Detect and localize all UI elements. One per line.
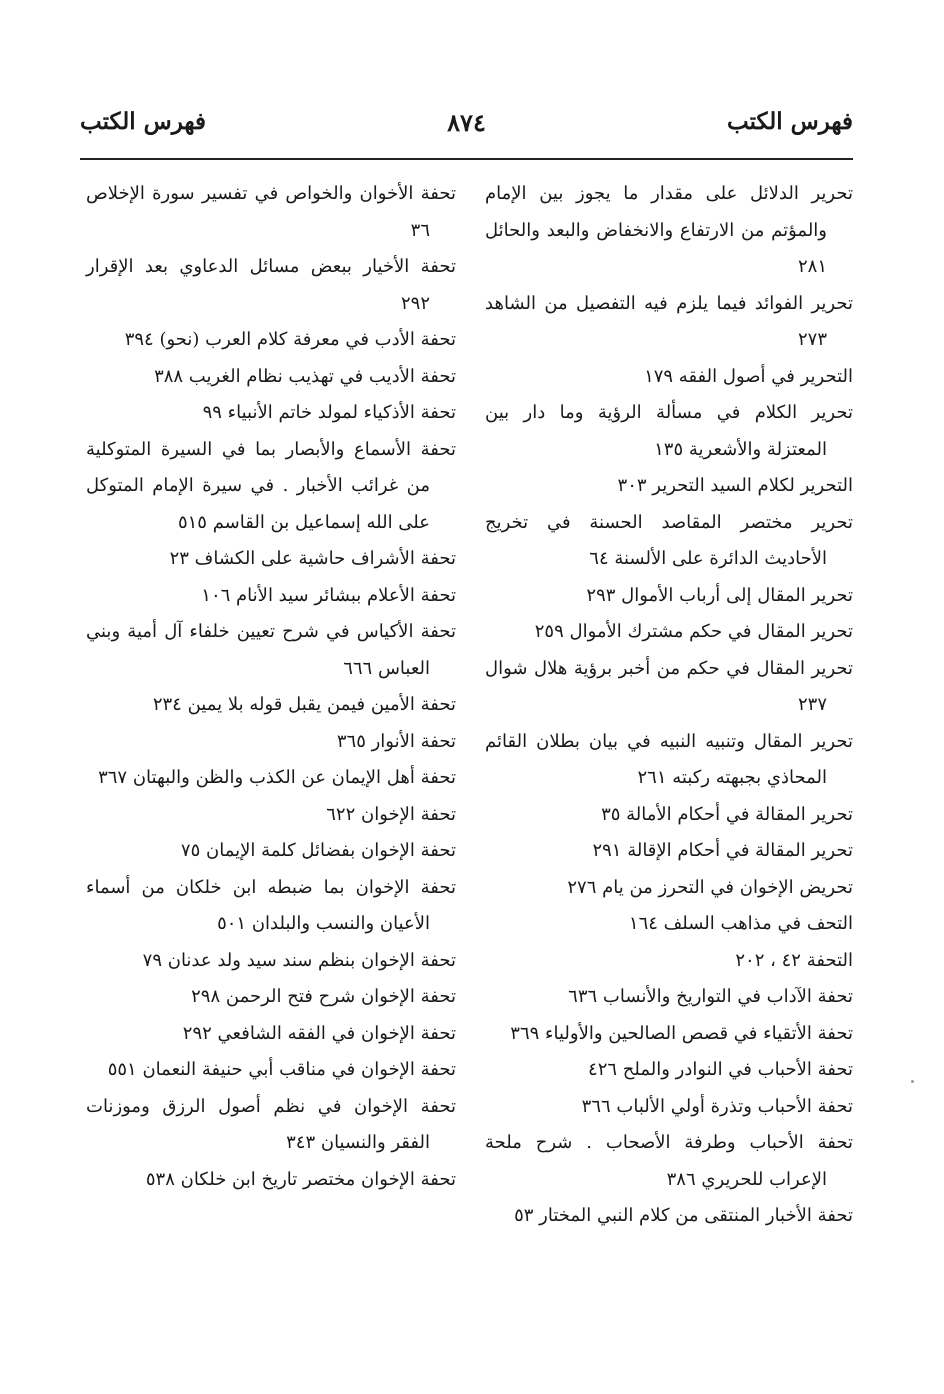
index-entry: تحفة الإخوان في مناقب أبي حنيفة النعمان ٥٥١ <box>107 1059 456 1080</box>
running-title-right: فهرس الكتب <box>727 108 853 135</box>
index-entry: تحفة الإخوان مختصر تاريخ ابن خلكان ٥٣٨ <box>145 1168 456 1190</box>
index-entry: تحرير الدلائل على مقدار ما يجوز بين الإمام والمؤتم من الارتفاع والانخفاض والبعد والحائل ٢٨١ <box>485 183 853 277</box>
page-header <box>80 108 853 148</box>
index-entry: تحفة الأسماع والأبصار بما في السيرة المتوكلية من غرائب الأخبار . في سيرة الإمام المتوكل على الله إسماعيل بن القاسم ٥١٥ <box>86 438 456 533</box>
index-entry: تحرير الكلام في مسألة الرؤية وما دار بين المعتزلة والأشعرية ١٣٥ <box>485 402 853 460</box>
scan-speck <box>911 1080 914 1083</box>
index-entry: تحفة الأتقياء في قصص الصالحين والأولياء ٣٦٩ <box>510 1022 853 1044</box>
index-entry: تحفة الأكياس في شرح تعيين خلفاء آل أمية وبني العباس ٦٦٦ <box>86 621 456 679</box>
index-entry: تحفة الأخوان والخواص في تفسير سورة الإخلاص ٣٦ <box>86 183 456 241</box>
index-entry: تحرير المقال في حكم من أخبر برؤية هلال شوال ٢٣٧ <box>485 657 853 715</box>
index-entry: التحف في مذاهب السلف ١٦٤ <box>628 913 853 934</box>
index-entry: تحفة الأشراف حاشية على الكشاف ٢٣ <box>169 548 456 569</box>
index-entry: التحفة ٤٢ ، ٢٠٢ <box>735 949 853 971</box>
index-entry: تحفة أهل الإيمان عن الكذب والظن والبهتان ٣٦٧ <box>98 767 456 788</box>
index-entry: تحريض الإخوان في التحرز من يام ٢٧٦ <box>567 876 853 898</box>
index-entry: تحفة الأدب في معرفة كلام العرب (نحو) ٣٩٤ <box>124 329 456 350</box>
index-entry: تحفة الأديب في تهذيب نظام الغريب ٣٨٨ <box>154 365 456 387</box>
index-entry: تحفة الأخبار المنتقى من كلام النبي المختار ٥٣ <box>514 1205 853 1226</box>
index-entry: تحفة الإخوان في نظم أصول الرزق وموزنات الفقر والنسيان ٣٤٣ <box>86 1095 456 1153</box>
index-entry: تحفة الإخوان في الفقه الشافعي ٢٩٢ <box>182 1022 456 1044</box>
running-title-left: فهرس الكتب <box>80 108 206 135</box>
index-entry: تحرير المقال في حكم مشترك الأموال ٢٥٩ <box>534 621 853 642</box>
header-rule <box>80 158 853 160</box>
index-entry: تحفة الإخوان شرح فتح الرحمن ٢٩٨ <box>191 986 456 1007</box>
index-entry: تحفة الإخوان ٦٢٢ <box>326 803 456 825</box>
index-entry: التحرير في أصول الفقه ١٧٩ <box>644 365 853 387</box>
index-entry: تحفة الإخوان بفضائل كلمة الإيمان ٧٥ <box>180 840 456 861</box>
index-entry: تحفة الأنوار ٣٦٥ <box>336 730 456 752</box>
index-entry: تحفة الأخيار ببعض مسائل الدعاوي بعد الإقرار ٢٩٢ <box>86 256 456 314</box>
page-number: ٨٧٤ <box>447 108 486 137</box>
index-entry: تحفة الأحباب وتذرة أولي الألباب ٣٦٦ <box>581 1095 853 1117</box>
index-entry: تحرير الفوائد فيما يلزم فيه التفصيل من الشاهد ٢٧٣ <box>485 292 853 350</box>
left-column <box>86 176 456 1198</box>
index-entry: تحفة الآداب في التواريخ والأنساب ٦٣٦ <box>568 986 853 1007</box>
index-entry: تحفة الإخوان بنظم سند سيد ولد عدنان ٧٩ <box>142 949 456 971</box>
index-entry: تحرير المقالة في أحكام الإقالة ٢٩١ <box>592 840 853 861</box>
index-entry: تحفة الأحباب في النوادر والملح ٤٢٦ <box>588 1059 853 1080</box>
index-entry: تحفة الإخوان بما ضبطه ابن خلكان من أسماء الأعيان والنسب والبلدان ٥٠١ <box>86 876 456 934</box>
index-entry: تحرير المقالة في أحكام الأمالة ٣٥ <box>601 803 853 825</box>
index-entry: تحرير المقال وتنبيه النبيه في بيان بطلان القائم المحاذي بجبهته ركبته ٢٦١ <box>485 730 853 788</box>
index-entry: تحفة الأذكياء لمولد خاتم الأنبياء ٩٩ <box>202 402 456 423</box>
index-entry: تحرير المقال إلى أرباب الأموال ٢٩٣ <box>586 584 853 606</box>
index-entry: تحرير مختصر المقاصد الحسنة في تخريج الأحاديث الدائرة على الألسنة ٦٤ <box>485 511 853 569</box>
index-entry: تحفة الأمين فيمن يقبل قوله بلا يمين ٢٣٤ <box>152 694 456 715</box>
index-entry: تحفة الأعلام ببشائر سيد الأنام ١٠٦ <box>201 584 456 606</box>
index-entry: التحرير لكلام السيد التحرير ٣٠٣ <box>617 475 853 496</box>
index-entry: تحفة الأحباب وطرفة الأصحاب . شرح ملحة الإعراب للحريري ٣٨٦ <box>485 1132 853 1190</box>
right-column <box>485 176 853 1235</box>
